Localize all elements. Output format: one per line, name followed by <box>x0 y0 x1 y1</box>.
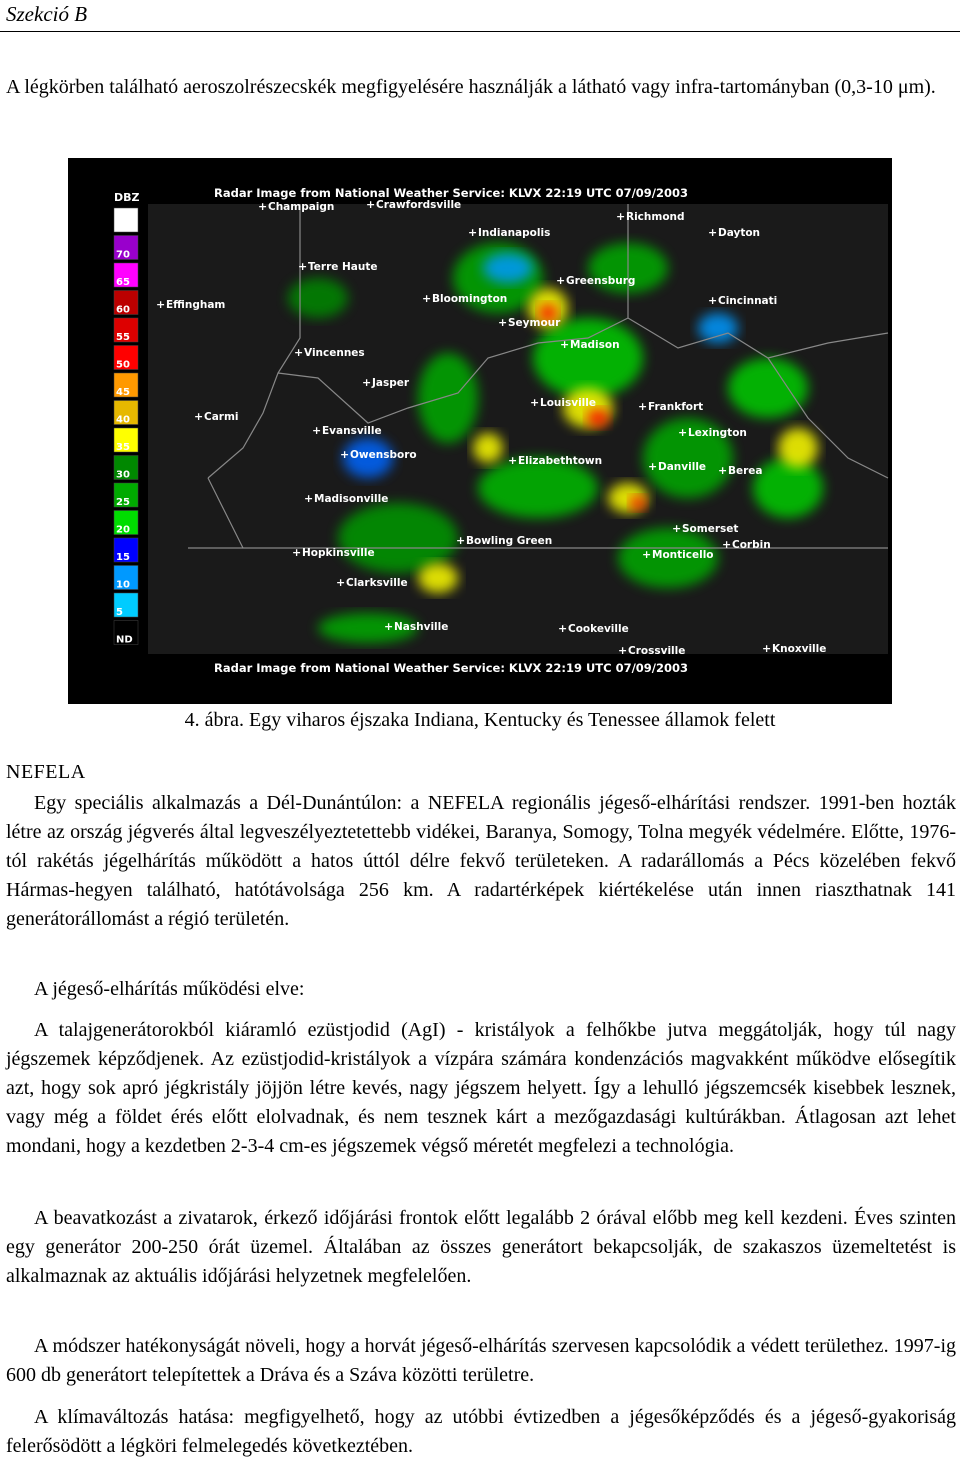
echo-blob <box>587 409 609 427</box>
city-label: Madisonville <box>314 493 389 505</box>
legend-label: 50 <box>116 359 130 371</box>
echo-blob <box>338 503 458 573</box>
city-marker: + <box>336 576 346 589</box>
paragraph-principle-text: A talajgenerátorokból kiáramló ezüstjodid (AgI) - kristályok a felhőkbe jutva meggátolják, hogy túl nagy jégszemek képződjenek. Az ezüstjodid-kristályok a vízpára számára kondenzációs magvakként működve elősegítik azt, hogy sok apró jégkristály jöjjön létre kevés, nagy jégszem helyett. Így a lehulló jégszemcsék kisebbek lesznek, vagy még a földet érés előtt elolvadnak, és nem tesznek kárt a mezőgazdasági kultúrákban. Átlagosan azt lehet mondani, hogy a kezdetben 2-3-4 cm-es jégszemek végső méretét megfelezi a technológia. <box>6 1019 956 1157</box>
echo-blob <box>478 458 598 518</box>
echo-blob <box>728 358 808 418</box>
echo-blob <box>698 313 738 343</box>
city-marker: + <box>156 298 166 311</box>
city-marker: + <box>648 460 658 473</box>
city-label: Richmond <box>626 211 685 223</box>
section-title: Szekció B <box>6 2 88 26</box>
paragraph-principle-title-text: A jégeső-elhárítás működési elve: <box>34 978 305 1000</box>
legend-label: 35 <box>116 442 130 453</box>
legend-label: 75 <box>116 222 130 233</box>
city-label: Bloomington <box>432 293 508 305</box>
echo-blob <box>473 433 503 463</box>
dbz-legend <box>114 191 140 646</box>
city-marker: + <box>560 338 570 351</box>
city-marker: + <box>722 538 732 551</box>
city-marker: + <box>508 454 518 467</box>
echo-blob <box>483 253 533 283</box>
radar-image <box>68 158 892 704</box>
city-label: Nashville <box>394 621 449 633</box>
legend-label: 65 <box>116 277 130 288</box>
city-marker: + <box>672 522 682 535</box>
paragraph-efficiency <box>6 1332 956 1390</box>
city-marker: + <box>194 410 204 423</box>
echo-blob <box>630 496 646 510</box>
city-marker: + <box>258 200 268 213</box>
echo-blob <box>778 428 818 468</box>
city-label: Seymour <box>508 317 561 329</box>
city-marker: + <box>556 274 566 287</box>
paragraph-climate-text: A klímaváltozás hatása: megfigyelhető, hogy az utóbbi évtizedben a jégesőképződés és a jégeső-gyakoriság felerősödött a légköri felmelegedés következtében. <box>6 1406 956 1457</box>
city-label: Vincennes <box>304 347 365 359</box>
city-label: Lexington <box>688 427 747 439</box>
city-label: Indianapolis <box>478 227 551 239</box>
legend-label: 30 <box>116 469 130 481</box>
city-marker: + <box>384 620 394 633</box>
city-marker: + <box>762 642 772 655</box>
legend-label: 60 <box>116 304 130 316</box>
paragraph-principle <box>6 1016 956 1161</box>
radar-title-top: Radar Image from National Weather Service: KLVX 22:19 UTC 07/09/2003 <box>214 186 688 200</box>
city-label: Elizabethtown <box>518 455 603 467</box>
paragraph-climate <box>6 1403 956 1461</box>
city-marker: + <box>362 376 372 389</box>
legend-title: DBZ <box>114 191 140 204</box>
legend-label: ND <box>116 634 133 646</box>
city-marker: + <box>642 548 652 561</box>
city-label: Dayton <box>718 227 761 239</box>
city-marker: + <box>298 260 308 273</box>
echo-blob <box>288 278 348 318</box>
city-label: Hopkinsville <box>302 547 375 559</box>
city-label: Knoxville <box>772 643 827 655</box>
paragraph-nefela <box>6 789 956 934</box>
figure-caption: 4. ábra. Egy viharos éjszaka Indiana, Kentucky és Tenessee államok felett <box>184 709 776 731</box>
city-label: Cookeville <box>568 623 629 635</box>
radar-map <box>68 158 892 704</box>
city-label: Berea <box>728 465 763 477</box>
city-label: Danville <box>658 461 707 473</box>
city-marker: + <box>718 464 728 477</box>
section-heading: NEFELA <box>6 761 86 783</box>
city-marker: + <box>618 644 628 657</box>
city-label: Crawfordsville <box>376 199 462 211</box>
city-label: Jasper <box>372 377 410 389</box>
legend-label: 20 <box>116 524 130 536</box>
city-label: Madison <box>570 339 620 351</box>
city-label: Somerset <box>682 523 739 535</box>
paragraph-intervention <box>6 1204 956 1291</box>
city-marker: + <box>456 534 466 547</box>
city-label: Clarksville <box>346 577 408 589</box>
paragraph-intervention-text: A beavatkozást a zivatarok, érkező időjárási frontok előtt legalább 2 órával előbb meg kell kezdeni. Éves szinten egy generátor 200-250 órát üzemel. Általában az összes generátort bekapcsolják, de szakaszos üzemeltetést is alkalmaznak az aktuális időjárási helyzetnek megfelelően. <box>6 1207 956 1287</box>
echo-blob <box>753 458 823 518</box>
city-marker: + <box>294 346 304 359</box>
city-marker: + <box>530 396 540 409</box>
city-label: Effingham <box>166 299 226 311</box>
city-marker: + <box>498 316 508 329</box>
city-marker: + <box>678 426 688 439</box>
city-marker: + <box>558 622 568 635</box>
city-marker: + <box>638 400 648 413</box>
legend-label: 40 <box>116 414 130 426</box>
radar-title-bottom: Radar Image from National Weather Service: KLVX 22:19 UTC 07/09/2003 <box>214 661 688 675</box>
city-marker: + <box>422 292 432 305</box>
city-label: Evansville <box>322 425 382 437</box>
city-label: Crossville <box>628 645 686 657</box>
legend-label: 10 <box>116 579 130 591</box>
page-header <box>0 0 960 32</box>
echo-blob <box>418 563 458 593</box>
legend-label: 15 <box>116 552 130 563</box>
city-label: Champaign <box>268 201 335 213</box>
city-marker: + <box>304 492 314 505</box>
city-label: Monticello <box>652 549 714 561</box>
city-label: Corbin <box>732 539 771 551</box>
city-marker: + <box>708 294 718 307</box>
city-label: Frankfort <box>648 401 704 413</box>
paragraph-principle-title <box>6 975 956 1004</box>
city-label: Greensburg <box>566 275 636 287</box>
echo-blob <box>418 353 478 443</box>
city-marker: + <box>312 424 322 437</box>
legend-label: 55 <box>116 332 130 343</box>
legend-label: 70 <box>116 249 130 261</box>
city-label: Owensboro <box>350 449 417 461</box>
city-label: Carmi <box>204 411 239 423</box>
echo-blob <box>533 318 643 398</box>
city-marker: + <box>292 546 302 559</box>
legend-label: 45 <box>116 387 130 398</box>
city-label: Terre Haute <box>308 261 378 273</box>
paragraph-nefela-text: Egy speciális alkalmazás a Dél-Dunántúlon: a NEFELA regionális jégeső-elhárítási rendszer. 1991-ben hozták létre az ország jégverés által legveszélyeztetettebb vidékei, Baranya, Somogy, Tolna megyék védelmére. Előtte, 1976-tól rakétás jégelhárítás működött a hatos úttól délre fekvő területeken. A radarállomás a Pécs közelében fekvő Hármas-hegyen található, hatótávolsága 256 km. A radartérképek kiértékelése után innen riaszthatnak 141 generátorállomást a régió területén. <box>6 792 956 930</box>
legend-label: 5 <box>116 607 123 618</box>
city-label: Cincinnati <box>718 295 778 307</box>
city-marker: + <box>366 198 376 211</box>
legend-label: 25 <box>116 497 130 508</box>
intro-paragraph: A légkörben található aeroszolrészecskék megfigyelésére használják a látható vagy infra-tartományban (0,3-10 μm). <box>6 76 936 98</box>
city-marker: + <box>340 448 350 461</box>
paragraph-efficiency-text: A módszer hatékonyságát növeli, hogy a horvát jégeső-elhárítás szervesen kapcsolódik a védett területhez. 1997-ig 600 db generátort telepítettek a Dráva és a Száva közötti területre. <box>6 1335 956 1386</box>
city-marker: + <box>708 226 718 239</box>
city-label: Bowling Green <box>466 535 553 547</box>
city-label: Louisville <box>540 397 596 409</box>
city-marker: + <box>616 210 626 223</box>
city-marker: + <box>468 226 478 239</box>
